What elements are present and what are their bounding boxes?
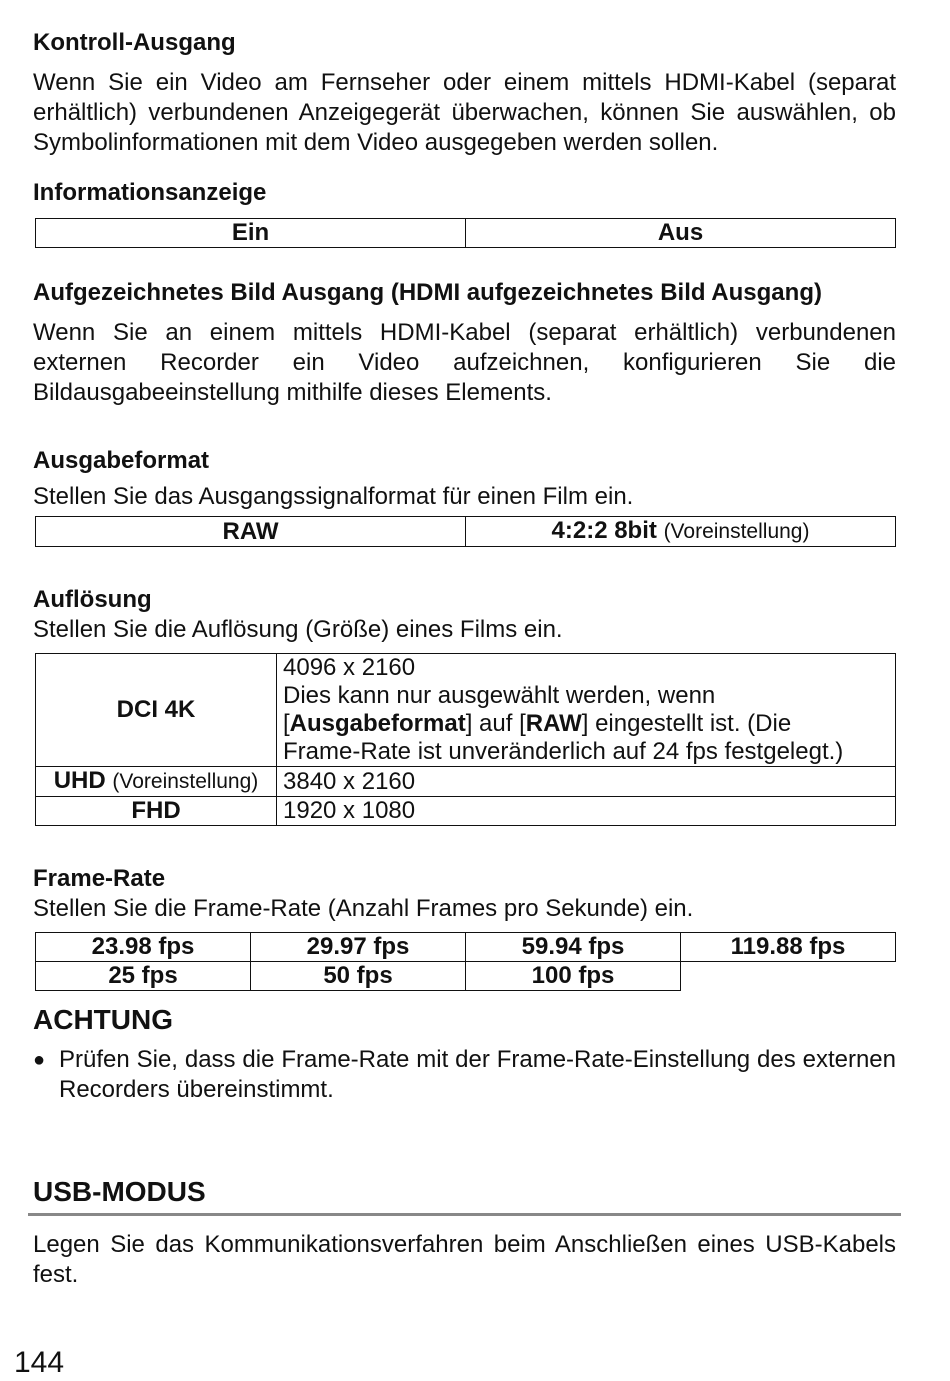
fps-100: 100 fps bbox=[466, 962, 681, 991]
fps-29-97: 29.97 fps bbox=[251, 933, 466, 962]
fps-23-98: 23.98 fps bbox=[36, 933, 251, 962]
res-value-uhd: 3840 x 2160 bbox=[277, 767, 896, 797]
option-raw: RAW bbox=[36, 517, 466, 547]
table-row bbox=[36, 797, 896, 826]
page-number: 144 bbox=[14, 1346, 65, 1379]
kontroll-body: Wenn Sie ein Video am Fernseher oder einem mittels HDMI-Kabel (separat erhältlich) verbundenen Anzeigegerät überwachen, können Sie auswählen, ob Symbolinformationen mit dem Video ausgegeben werden sollen. bbox=[33, 69, 896, 156]
res-value-dci bbox=[277, 654, 896, 767]
section-divider bbox=[28, 1213, 901, 1216]
res-dci-size: 4096 x 2160 bbox=[283, 654, 416, 681]
framerate-body: Stellen Sie die Frame-Rate (Anzahl Frames pro Sekunde) ein. bbox=[33, 895, 694, 922]
bracket-mid: ] auf [ bbox=[465, 710, 526, 737]
option-422 bbox=[466, 517, 896, 547]
info-heading: Informationsanzeige bbox=[33, 179, 267, 206]
res-uhd-label: UHD bbox=[53, 767, 106, 794]
table-row bbox=[36, 962, 896, 991]
usb-body: Legen Sie das Kommunikationsverfahren beim Anschließen eines USB-Kabels fest. bbox=[33, 1231, 896, 1288]
bullet-icon: ● bbox=[33, 1049, 46, 1071]
option-ein: Ein bbox=[36, 219, 466, 248]
page-content bbox=[33, 28, 896, 1290]
kontroll-heading: Kontroll-Ausgang bbox=[33, 29, 236, 56]
table-row bbox=[36, 767, 896, 797]
framerate-heading: Frame-Rate bbox=[33, 865, 166, 892]
res-value-fhd: 1920 x 1080 bbox=[277, 797, 896, 826]
fps-59-94: 59.94 fps bbox=[466, 933, 681, 962]
aufgezeichnet-heading: Aufgezeichnetes Bild Ausgang (HDMI aufgezeichnetes Bild Ausgang) bbox=[33, 279, 822, 306]
res-dci-note-a: Dies kann nur ausgewählt werden, wenn bbox=[283, 682, 716, 709]
fps-25: 25 fps bbox=[36, 962, 251, 991]
bracket-close: ] eingestellt ist. (Die bbox=[581, 710, 792, 737]
option-aus: Aus bbox=[466, 219, 896, 248]
res-dci-note-b bbox=[283, 710, 889, 738]
res-name-dci: DCI 4K bbox=[36, 654, 277, 767]
table-row bbox=[36, 654, 896, 767]
aufloesung-table bbox=[35, 653, 896, 826]
option-422-default: (Voreinstellung) bbox=[663, 520, 810, 543]
res-name-fhd: FHD bbox=[36, 797, 277, 826]
achtung-bullet-item bbox=[33, 1045, 896, 1105]
ausgabeformat-heading: Ausgabeformat bbox=[33, 447, 210, 474]
res-dci-note-c: Frame-Rate ist unveränderlich auf 24 fps festgelegt.) bbox=[283, 738, 844, 765]
ref-raw: RAW bbox=[525, 710, 582, 737]
bracket-open: [ bbox=[283, 710, 290, 737]
fps-empty-cell bbox=[681, 962, 896, 991]
usb-heading: USB-MODUS bbox=[33, 1176, 206, 1207]
table-row bbox=[36, 933, 896, 962]
option-422-label: 4:2:2 8bit bbox=[551, 517, 657, 544]
fps-119-88: 119.88 fps bbox=[681, 933, 896, 962]
info-table bbox=[35, 218, 896, 248]
achtung-text: Prüfen Sie, dass die Frame-Rate mit der Frame-Rate-Einstellung des externen Recorders übereinstimmt. bbox=[59, 1046, 896, 1103]
ausgabeformat-table bbox=[35, 516, 896, 547]
ausgabeformat-body: Stellen Sie das Ausgangssignalformat für einen Film ein. bbox=[33, 483, 634, 510]
aufgezeichnet-body: Wenn Sie an einem mittels HDMI-Kabel (separat erhältlich) verbundenen externen Recorder ein Video aufzeichnen, konfigurieren Sie die Bildausgabeeinstellung mithilfe dieses Elements. bbox=[33, 319, 896, 406]
achtung-heading: ACHTUNG bbox=[33, 1004, 173, 1035]
aufloesung-body: Stellen Sie die Auflösung (Größe) eines Films ein. bbox=[33, 616, 563, 643]
fps-50: 50 fps bbox=[251, 962, 466, 991]
res-uhd-default: (Voreinstellung) bbox=[112, 770, 259, 793]
framerate-table bbox=[35, 932, 896, 991]
ref-ausgabeformat: Ausgabeformat bbox=[289, 710, 466, 737]
res-name-uhd bbox=[36, 767, 277, 797]
aufloesung-heading: Auflösung bbox=[33, 586, 152, 613]
